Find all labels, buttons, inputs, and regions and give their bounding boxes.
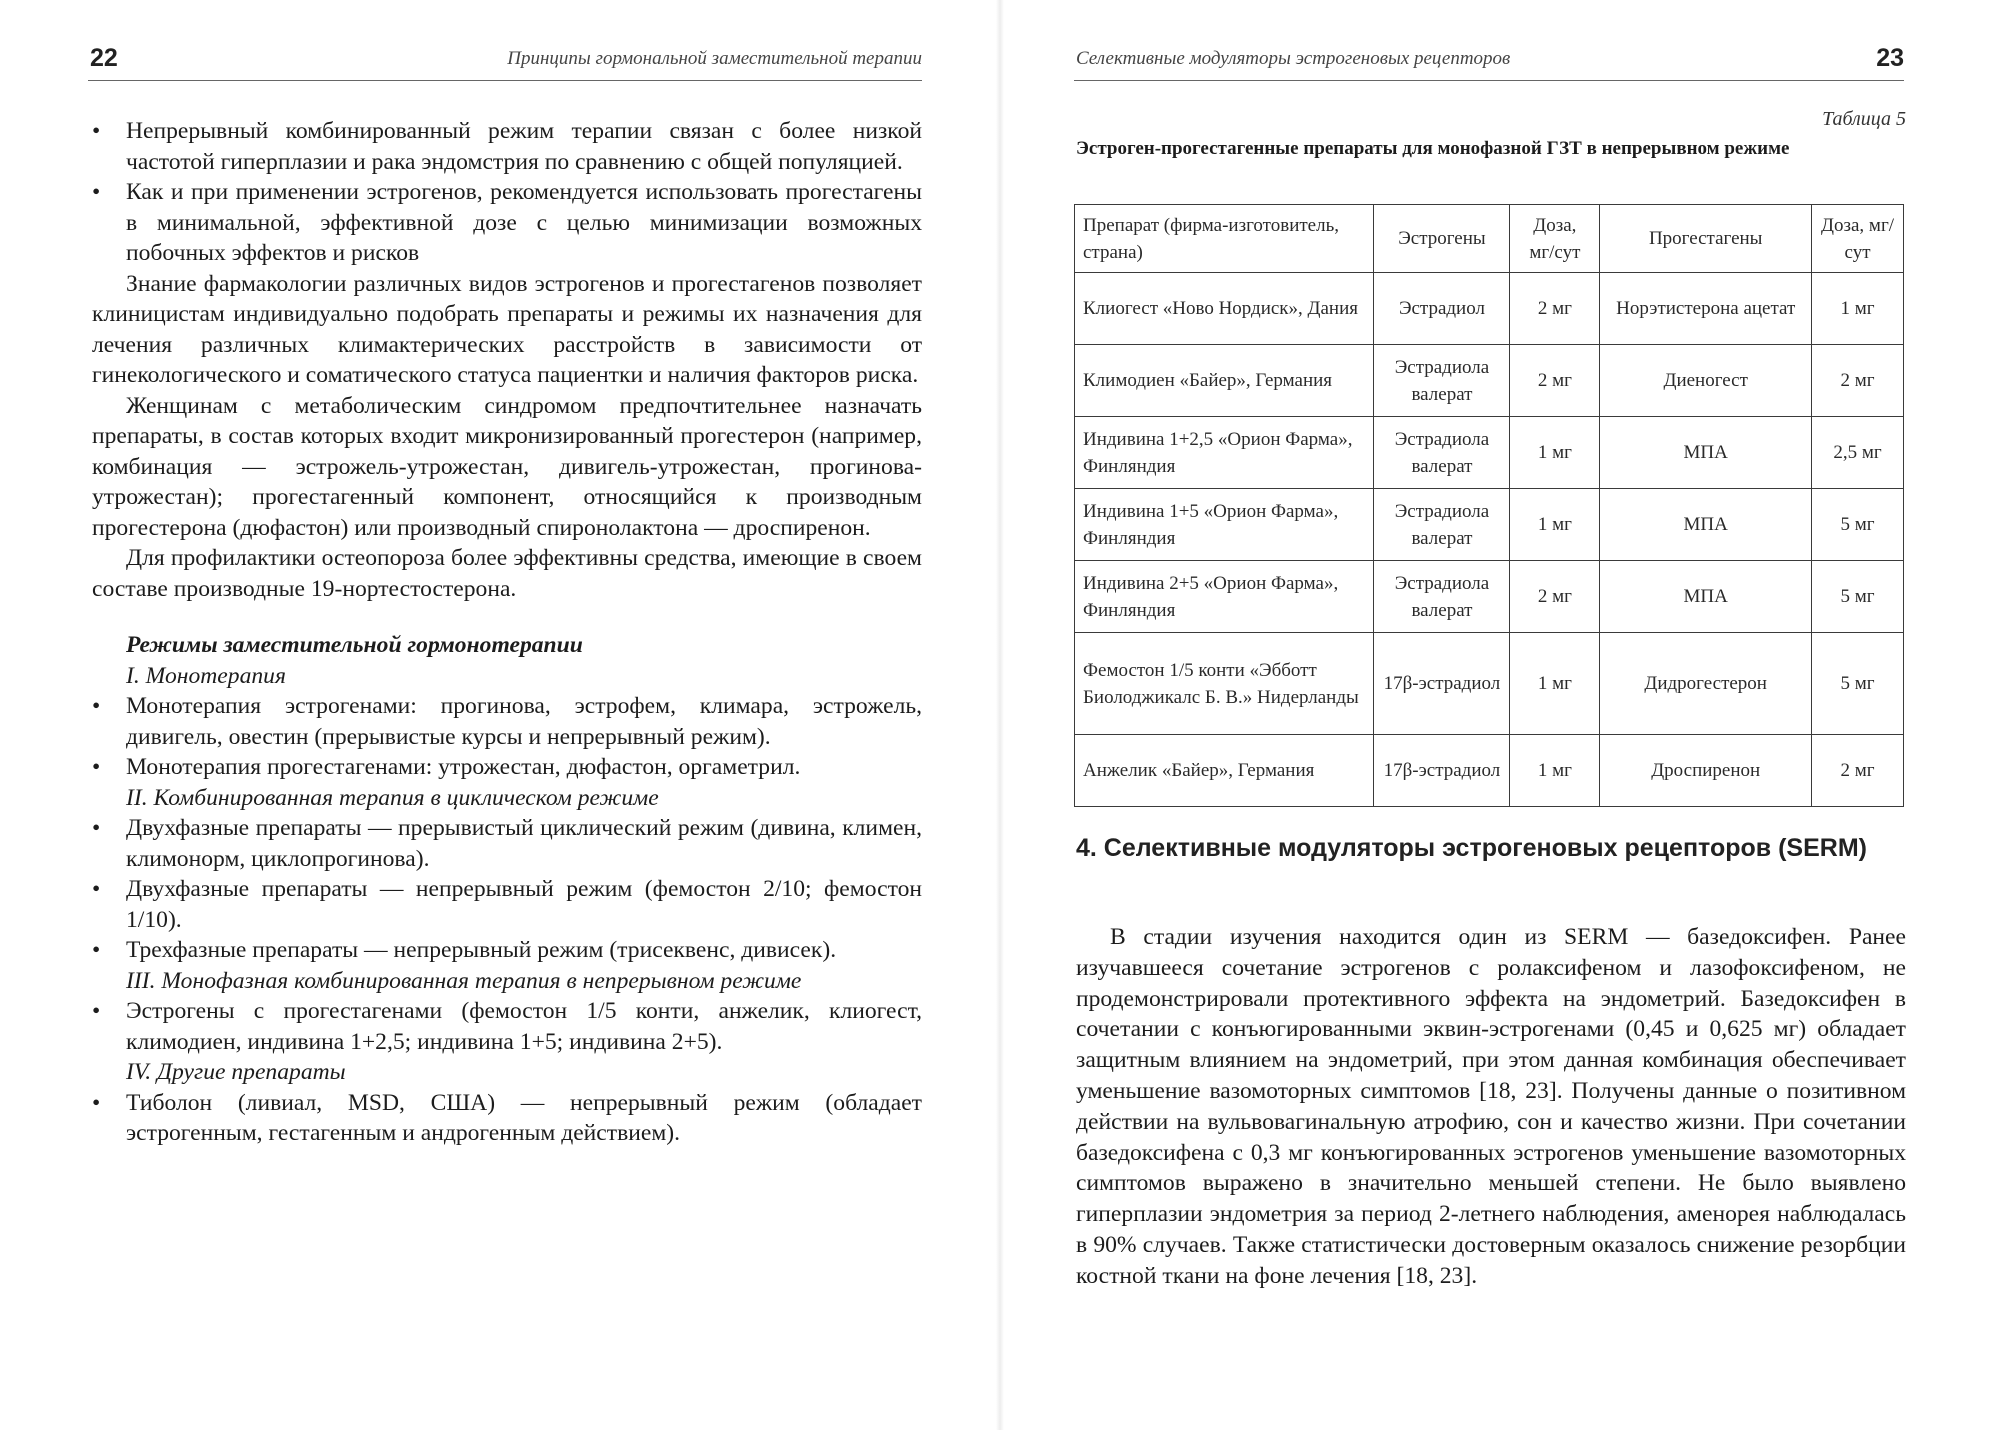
cell-progestogen: МПА [1600, 489, 1812, 561]
cell-estrogen: Эстрадиола валерат [1374, 561, 1510, 633]
cell-estrogen: Эстрадиола валерат [1374, 417, 1510, 489]
table-row [1075, 345, 1904, 417]
header-rule [88, 80, 922, 81]
cell-progestogen: Норэтистерона ацетат [1600, 273, 1812, 345]
cell-dose: 1 мг [1510, 417, 1600, 489]
running-head: Селективные модуляторы эстрогеновых рецепторов [1076, 48, 1511, 69]
cell-estrogen: Эстрадиола валерат [1374, 345, 1510, 417]
table-title: Эстроген-прогестагенные препараты для монофазной ГЗТ в непрерывном режиме [1076, 138, 1790, 159]
subsection-heading: I. Монотерапия [126, 662, 286, 689]
cell-dose: 5 мг [1812, 489, 1904, 561]
cell-dose: 5 мг [1812, 561, 1904, 633]
subsection-heading: II. Комбинированная терапия в циклическом режиме [126, 784, 659, 811]
table-label: Таблица 5 [1822, 108, 1906, 130]
paragraph: Для профилактики остеопороза более эффективны средства, имеющие в своем составе производные 19-нортестостерона. [92, 545, 922, 602]
page-number: 22 [90, 44, 118, 72]
table-row [1075, 489, 1904, 561]
cell-drug: Индивина 1+5 «Орион Фарма», Финляндия [1075, 489, 1374, 561]
cell-dose: 2 мг [1812, 735, 1904, 807]
bullet-item: • Двухфазные препараты — прерывистый циклический режим (дивина, климен, климонорм, циклопрогинова). [92, 813, 922, 874]
cell-dose: 1 мг [1510, 735, 1600, 807]
subsection-heading: IV. Другие препараты [126, 1059, 346, 1085]
header-rule [1074, 80, 1904, 81]
cell-dose: 2 мг [1510, 273, 1600, 345]
cell-estrogen: Эстрадиол [1374, 273, 1510, 345]
paragraph: Женщинам с метаболическим синдромом предпочтительнее назначать препараты, в состав которых входит микронизированный прогестерон (например, комбинация — эстрожель-утрожестан, дивигель-утрожестан, прогинова-утрожестан); прогестагенный компонент, относящийся к производным прогестерона (дюфастон) или производный спиронолактона — дроспиренон. [92, 392, 922, 541]
cell-dose: 2 мг [1510, 345, 1600, 417]
table-row [1075, 735, 1904, 807]
cell-dose: 5 мг [1812, 633, 1904, 735]
header-dose: Доза, мг/сут [1510, 205, 1600, 273]
left-body-text [92, 116, 922, 1149]
chapter-title: 4. Селективные модуляторы эстрогеновых рецепторов (SERM) [1076, 834, 1867, 862]
cell-drug: Климодиен «Байер», Германия [1075, 345, 1374, 417]
drug-table [1074, 204, 1904, 807]
cell-drug: Клиогест «Ново Нордиск», Дания [1075, 273, 1374, 345]
right-page [1000, 0, 2000, 1430]
bullet-item: • Трехфазные препараты — непрерывный режим (трисеквенс, дивисек). [92, 935, 922, 966]
cell-drug: Индивина 1+2,5 «Орион Фарма», Финляндия [1075, 417, 1374, 489]
cell-dose: 1 мг [1510, 633, 1600, 735]
cell-drug: Анжелик «Байер», Германия [1075, 735, 1374, 807]
bullet-item: • Эстрогены с прогестагенами (фемостон 1/5 конти, анжелик, клиогест, климодиен, индивина 1+2,5; индивина 1+5; индивина 2+5). [92, 996, 922, 1057]
cell-drug: Индивина 2+5 «Орион Фарма», Финляндия [1075, 561, 1374, 633]
page-number: 23 [1876, 44, 1904, 72]
paragraph: Знание фармакологии различных видов эстрогенов и прогестагенов позволяет клиницистам индивидуально подобрать препараты и режимы их назначения для лечения различных климактерических расстройств в зависимости от гинекологического и соматического статуса пациентки и наличия факторов риска. [92, 270, 922, 388]
table-row [1075, 561, 1904, 633]
bullet-item: • Как и при применении эстрогенов, рекомендуется использовать прогестагены в минимальной, эффективной дозе с целью минимизации возможных побочных эффектов и рисков [92, 177, 922, 269]
bullet-item: • Монотерапия эстрогенами: прогинова, эстрофем, климара, эстрожель, дивигель, овестин (прерывистые курсы и непрерывный режим). [92, 691, 922, 752]
cell-estrogen: 17β-эстрадиол [1374, 633, 1510, 735]
header-estrogen: Эстрогены [1374, 205, 1510, 273]
table-row [1075, 273, 1904, 345]
cell-dose: 2 мг [1812, 345, 1904, 417]
cell-progestogen: Дидрогестерон [1600, 633, 1812, 735]
header-drug: Препарат (фирма-изготовитель, страна) [1075, 205, 1374, 273]
cell-dose: 2,5 мг [1812, 417, 1904, 489]
cell-estrogen: 17β-эстрадиол [1374, 735, 1510, 807]
cell-dose: 2 мг [1510, 561, 1600, 633]
section-title: Режимы заместительной гормонотерапии [126, 632, 583, 658]
cell-drug: Фемостон 1/5 конти «Эбботт Биолоджикалс Б. В.» Нидерланды [1075, 633, 1374, 735]
subsection-heading: III. Монофазная комбинированная терапия в непрерывном режиме [126, 967, 802, 994]
bullet-item: • Тиболон (ливиал, MSD, США) — непрерывный режим (обладает эстрогенным, гестагенным и андрогенным действием). [92, 1088, 922, 1149]
cell-progestogen: МПА [1600, 561, 1812, 633]
header-dose: Доза, мг/сут [1812, 205, 1904, 273]
table-header-row [1075, 205, 1904, 273]
cell-dose: 1 мг [1510, 489, 1600, 561]
bullet-item: • Непрерывный комбинированный режим терапии связан с более низкой частотой гиперплазии и рака эндомстрия по сравнению с общей популяцией. [92, 116, 922, 177]
bullet-item: • Монотерапия прогестагенами: утрожестан, дюфастон, оргаметрил. [92, 752, 922, 783]
running-head: Принципы гормональной заместительной терапии [507, 48, 922, 69]
table-row [1075, 633, 1904, 735]
cell-progestogen: МПА [1600, 417, 1812, 489]
cell-dose: 1 мг [1812, 273, 1904, 345]
cell-estrogen: Эстрадиола валерат [1374, 489, 1510, 561]
header-progestogen: Прогестагены [1600, 205, 1812, 273]
cell-progestogen: Дроспиренон [1600, 735, 1812, 807]
table-row [1075, 417, 1904, 489]
cell-progestogen: Диеногест [1600, 345, 1812, 417]
bullet-item: • Двухфазные препараты — непрерывный режим (фемостон 2/10; фемостон 1/10). [92, 874, 922, 935]
paragraph: В стадии изучения находится один из SERM — базедоксифен. Ранее изучавшееся сочетание эстрогенов с ролаксифеном и лазофоксифеном, не продемонстрировали протективного эффекта на эндометрий. Базедоксифен в сочетании с конъюгированными эквин-эстрогенами (0,45 и 0,625 мг) обладает защитным влиянием на эндометрий, при этом данная комбинация обеспечивает уменьшение вазомоторных симптомов [18, 23]. Получены данные о позитивном действии на вульвовагинальную атрофию, сон и качество жизни. При сочетании базедоксифена с 0,3 мг конъюгированных эстрогенов уменьшение вазомоторных симптомов выражено в значительно меньшей степени. Не было выявлено гиперплазии эндометрия за период 2-летнего наблюдения, аменорея наблюдалась в 90% случаев. Также статистически достоверным оказалось снижение резорбции костной ткани на фоне лечения [18, 23]. [1076, 924, 1906, 1289]
